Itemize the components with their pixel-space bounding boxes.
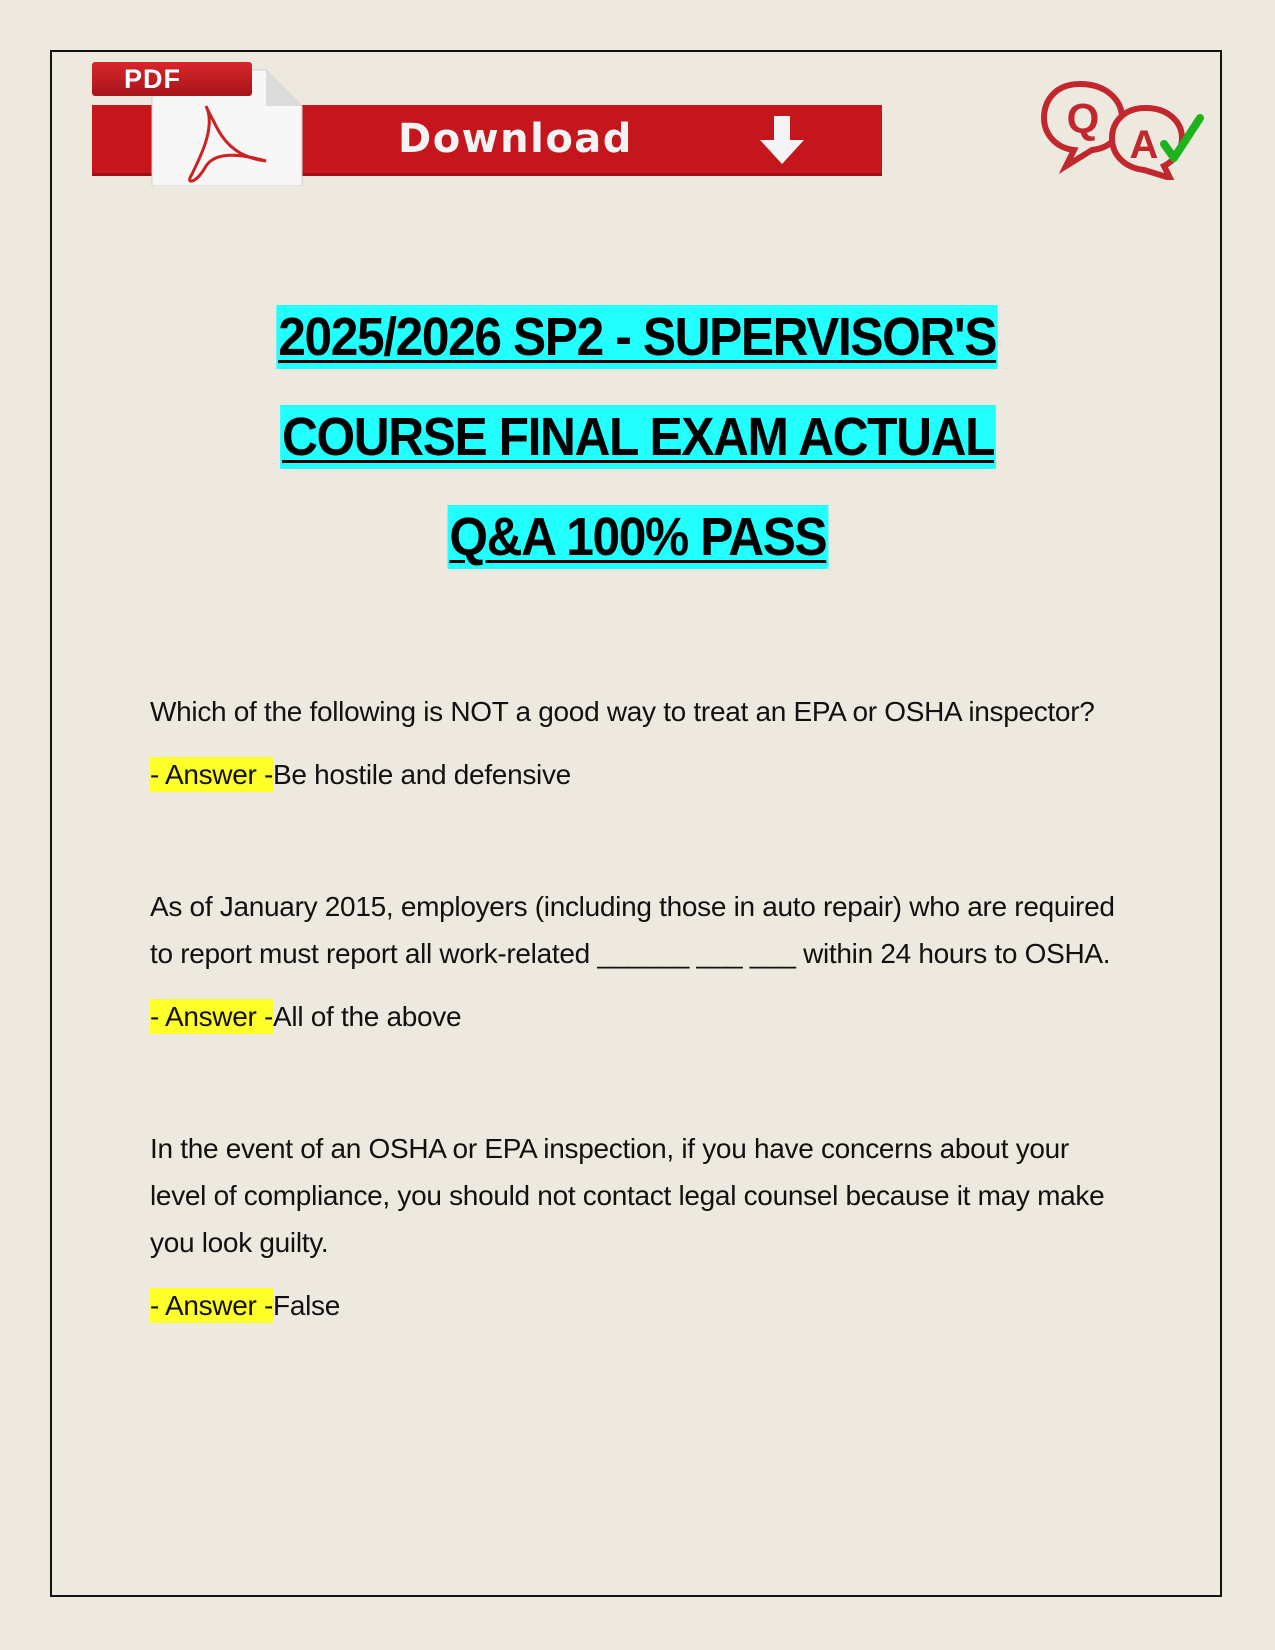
download-label: Download	[398, 116, 633, 162]
qa-item	[150, 688, 1130, 795]
title-line-3: Q&A 100% PASS	[449, 507, 826, 567]
question-text: In the event of an OSHA or EPA inspection, if you have concerns about your level of compliance, you should not contact legal counsel because it may make you look guilty.	[150, 1133, 1105, 1258]
qa-item	[150, 883, 1130, 1037]
qa-item	[150, 1125, 1130, 1326]
title-line-2: COURSE FINAL EXAM ACTUAL	[281, 407, 994, 467]
qa-logo-icon	[1040, 78, 1210, 180]
document-title	[0, 305, 1275, 605]
answer-prefix: - Answer -	[150, 1290, 274, 1321]
answer-prefix: - Answer -	[150, 1001, 274, 1032]
answer-text: All of the above	[273, 1001, 462, 1032]
pdf-tag: PDF	[92, 62, 252, 96]
download-arrow-icon	[752, 110, 812, 170]
svg-text:A: A	[1129, 123, 1159, 167]
pdf-download-banner[interactable]	[92, 60, 886, 185]
question-text: As of January 2015, employers (including those in auto repair) who are required to report must report all work-related ______ ___ ___ within 24 hours to OSHA.	[150, 891, 1115, 969]
answer-line	[150, 755, 1130, 795]
answer-text: False	[273, 1290, 341, 1321]
qa-list	[150, 688, 1130, 1386]
svg-text:Q: Q	[1066, 95, 1100, 142]
answer-line	[150, 997, 1130, 1037]
title-line-1: 2025/2026 SP2 - SUPERVISOR'S	[278, 307, 997, 367]
answer-prefix: - Answer -	[150, 759, 274, 790]
answer-text: Be hostile and defensive	[273, 759, 571, 790]
question-text: Which of the following is NOT a good way to treat an EPA or OSHA inspector?	[150, 696, 1095, 727]
answer-line	[150, 1286, 1130, 1326]
